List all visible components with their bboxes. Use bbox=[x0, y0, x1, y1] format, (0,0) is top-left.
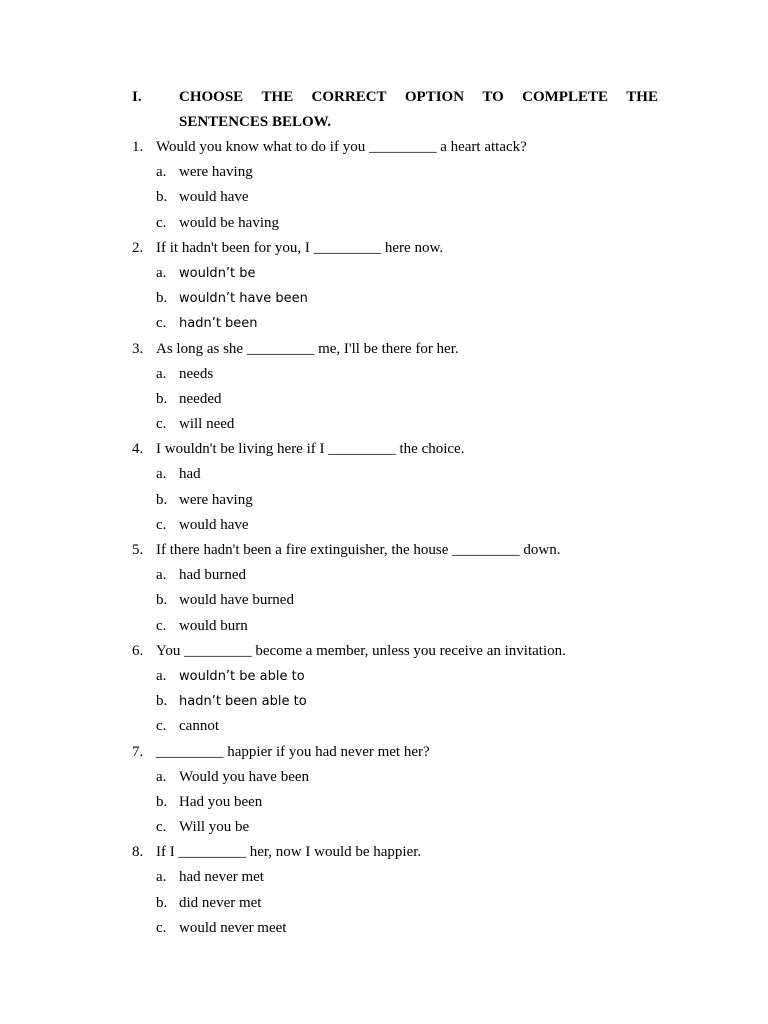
question-stem bbox=[132, 840, 692, 865]
option-letter: c. bbox=[156, 516, 167, 533]
heading-word: CHOOSE bbox=[179, 89, 244, 105]
option-text: hadn’t been bbox=[179, 316, 258, 332]
question-text: If it hadn't been for you, I _________ here now. bbox=[156, 239, 444, 256]
option-text: wouldn’t have been bbox=[179, 291, 308, 307]
option-letter: b. bbox=[156, 793, 168, 810]
option-text: were having bbox=[179, 164, 253, 181]
option-text: hadn’t been able to bbox=[179, 694, 307, 710]
question-number: 7. bbox=[132, 743, 144, 760]
heading-word: OPTION bbox=[404, 89, 465, 105]
option-letter: c. bbox=[156, 617, 167, 634]
question-number: 3. bbox=[132, 340, 144, 357]
option-letter: a. bbox=[156, 768, 167, 785]
question-block bbox=[132, 639, 692, 740]
heading-words bbox=[179, 85, 658, 110]
question-block bbox=[132, 337, 692, 438]
option-text: did never met bbox=[179, 894, 262, 911]
option-text: wouldn’t be able to bbox=[179, 668, 305, 684]
option-text: would be having bbox=[179, 214, 279, 231]
answer-option bbox=[132, 488, 692, 513]
question-block bbox=[132, 437, 692, 538]
answer-option bbox=[132, 185, 692, 210]
option-letter: a. bbox=[156, 869, 167, 886]
option-text: had never met bbox=[179, 869, 264, 886]
question-stem bbox=[132, 236, 692, 261]
option-letter: c. bbox=[156, 919, 167, 936]
question-block bbox=[132, 538, 692, 639]
option-text: would have burned bbox=[179, 592, 294, 609]
answer-option bbox=[132, 891, 692, 916]
question-block bbox=[132, 236, 692, 337]
option-text: wouldn’t be bbox=[179, 265, 256, 281]
option-letter: a. bbox=[156, 264, 167, 281]
answer-option bbox=[132, 311, 692, 336]
option-letter: b. bbox=[156, 390, 168, 407]
question-stem bbox=[132, 337, 692, 362]
answer-option bbox=[132, 462, 692, 487]
option-text: had bbox=[179, 466, 201, 483]
question-stem bbox=[132, 437, 692, 462]
option-text: were having bbox=[179, 491, 253, 508]
heading-line-2: SENTENCES BELOW. bbox=[179, 114, 332, 130]
option-letter: b. bbox=[156, 894, 168, 911]
question-text: _________ happier if you had never met her? bbox=[156, 743, 430, 760]
answer-option bbox=[132, 387, 692, 412]
option-letter: c. bbox=[156, 718, 167, 735]
heading-word: CORRECT bbox=[311, 89, 387, 105]
question-block bbox=[132, 840, 692, 941]
answer-option bbox=[132, 160, 692, 185]
question-block bbox=[132, 135, 692, 236]
option-letter: c. bbox=[156, 416, 167, 433]
question-list bbox=[132, 135, 692, 941]
option-text: would burn bbox=[179, 617, 248, 634]
answer-option bbox=[132, 664, 692, 689]
option-text: would have bbox=[179, 516, 249, 533]
answer-option bbox=[132, 362, 692, 387]
option-letter: c. bbox=[156, 819, 167, 836]
section-number: I. bbox=[132, 89, 142, 105]
option-letter: a. bbox=[156, 365, 167, 382]
option-letter: b. bbox=[156, 592, 168, 609]
answer-option bbox=[132, 211, 692, 236]
option-text: had burned bbox=[179, 567, 247, 584]
question-number: 8. bbox=[132, 844, 144, 861]
option-text: Will you be bbox=[179, 819, 250, 836]
option-text: would have bbox=[179, 189, 249, 206]
question-block bbox=[132, 740, 692, 841]
question-number: 1. bbox=[132, 139, 144, 155]
heading-word: TO bbox=[482, 89, 504, 105]
answer-option bbox=[132, 614, 692, 639]
question-text: As long as she _________ me, I'll be there for her. bbox=[156, 340, 459, 357]
question-number: 2. bbox=[132, 239, 144, 256]
answer-option bbox=[132, 790, 692, 815]
question-stem bbox=[132, 740, 692, 765]
option-text: Had you been bbox=[179, 793, 263, 810]
option-text: will need bbox=[179, 416, 235, 433]
option-letter: a. bbox=[156, 164, 167, 181]
question-text: Would you know what to do if you _________ a heart attack? bbox=[156, 139, 527, 155]
answer-option bbox=[132, 513, 692, 538]
question-text: If there hadn't been a fire extinguisher, the house _________ down. bbox=[156, 542, 561, 558]
option-text: would never meet bbox=[179, 919, 287, 936]
answer-option bbox=[132, 563, 692, 588]
answer-option bbox=[132, 261, 692, 286]
heading-line-1 bbox=[132, 85, 658, 110]
answer-option bbox=[132, 689, 692, 714]
answer-option bbox=[132, 916, 692, 941]
question-number: 4. bbox=[132, 441, 144, 458]
option-text: cannot bbox=[179, 718, 219, 735]
option-letter: a. bbox=[156, 466, 167, 483]
question-stem bbox=[132, 135, 692, 160]
answer-option bbox=[132, 286, 692, 311]
question-text: I wouldn't be living here if I _________ the choice. bbox=[156, 441, 465, 458]
answer-option bbox=[132, 815, 692, 840]
answer-option bbox=[132, 765, 692, 790]
option-letter: b. bbox=[156, 693, 168, 710]
answer-option bbox=[132, 714, 692, 739]
option-letter: b. bbox=[156, 189, 168, 206]
answer-option bbox=[132, 412, 692, 437]
section-heading bbox=[132, 85, 658, 135]
heading-word: COMPLETE bbox=[522, 89, 608, 105]
option-text: needed bbox=[179, 390, 222, 407]
option-letter: a. bbox=[156, 567, 167, 584]
answer-option bbox=[132, 865, 692, 890]
answer-option bbox=[132, 588, 692, 613]
question-stem bbox=[132, 538, 692, 563]
option-text: Would you have been bbox=[179, 768, 310, 785]
option-letter: b. bbox=[156, 491, 168, 508]
heading-word: THE bbox=[626, 89, 658, 105]
option-letter: b. bbox=[156, 290, 168, 307]
option-letter: a. bbox=[156, 667, 167, 684]
question-stem bbox=[132, 639, 692, 664]
option-letter: c. bbox=[156, 315, 167, 332]
question-number: 6. bbox=[132, 642, 144, 659]
option-letter: c. bbox=[156, 214, 167, 231]
heading-word: THE bbox=[261, 89, 294, 105]
question-text: You _________ become a member, unless you receive an invitation. bbox=[156, 642, 566, 659]
question-number: 5. bbox=[132, 542, 144, 558]
option-text: needs bbox=[179, 365, 214, 382]
question-text: If I _________ her, now I would be happier. bbox=[156, 844, 422, 861]
